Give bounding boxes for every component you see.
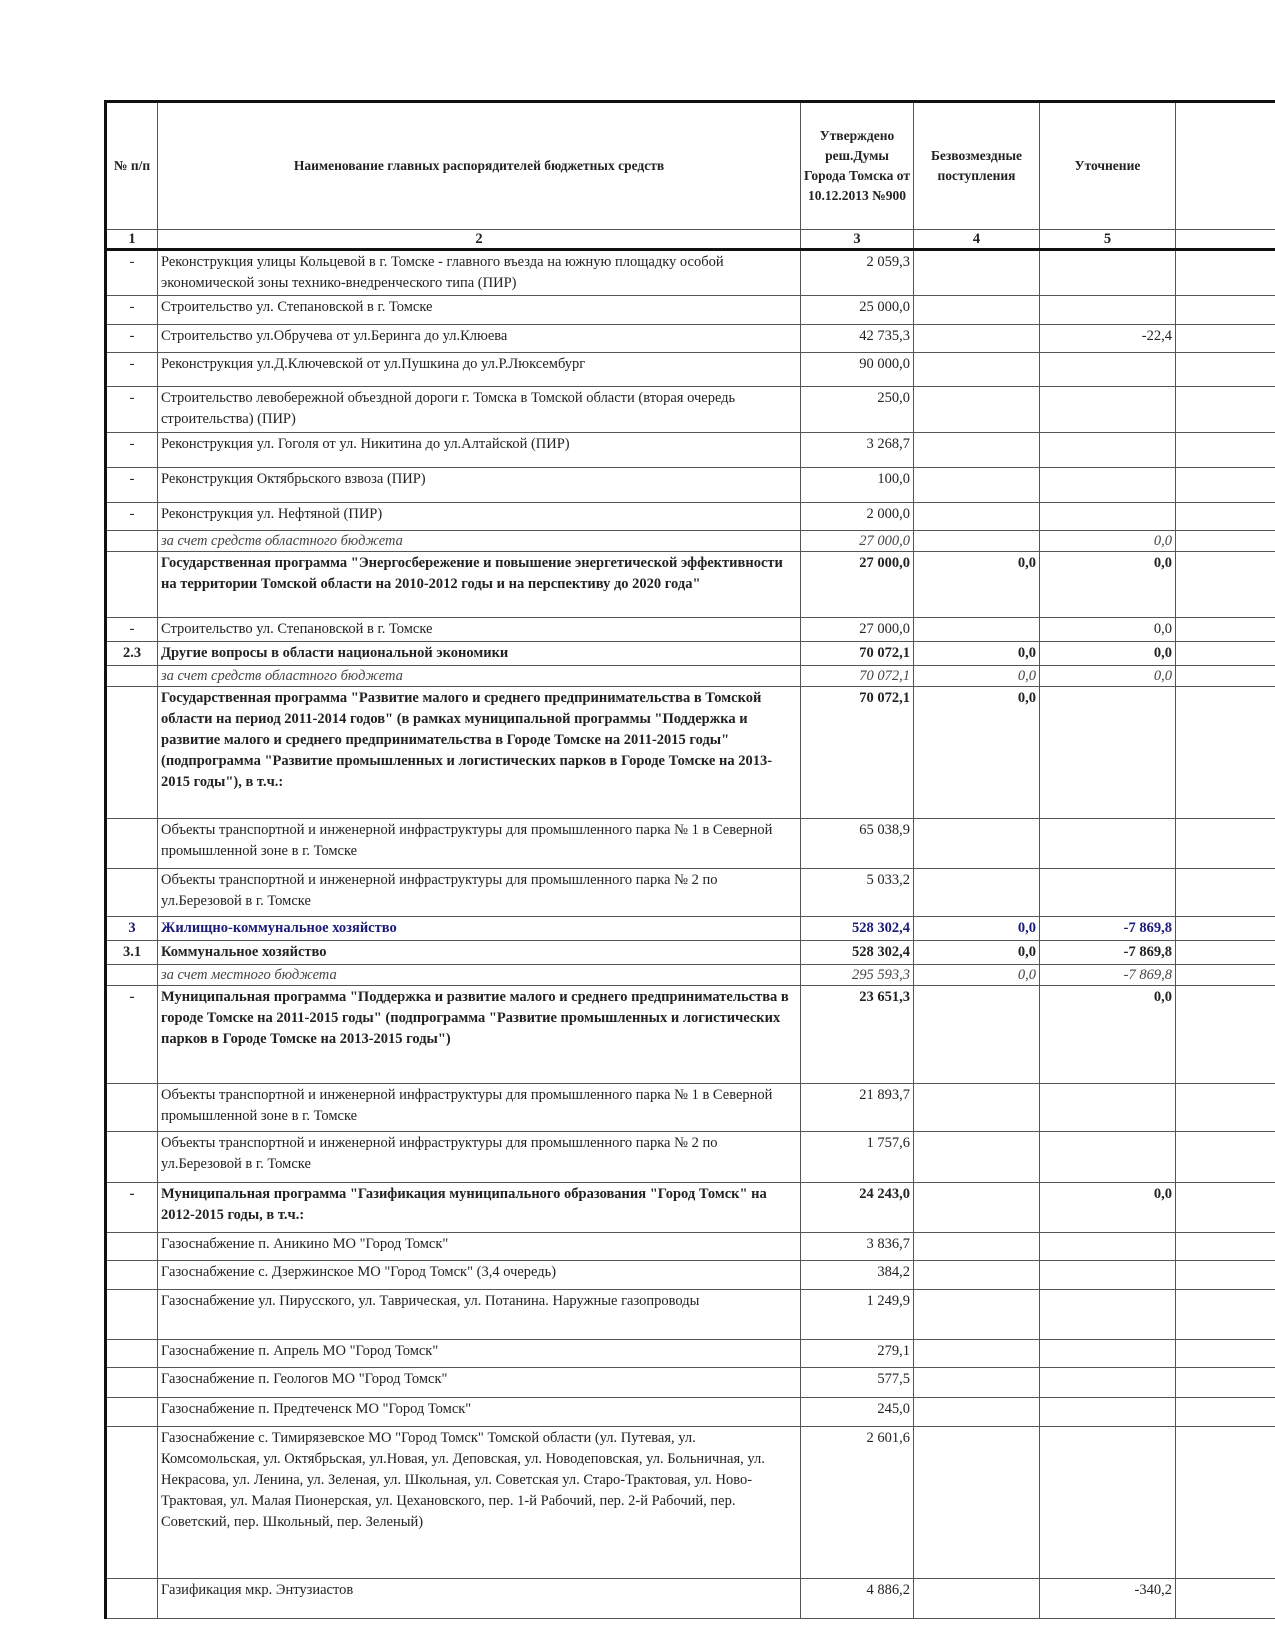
row-clarification: 0,0	[1040, 552, 1176, 618]
row-grants	[914, 1084, 1040, 1132]
table-row	[106, 1183, 1275, 1233]
header-clarification: Уточнение	[1040, 102, 1176, 230]
row-approved: 384,2	[801, 1261, 914, 1290]
row-number	[106, 965, 158, 986]
row-name: Объекты транспортной и инженерной инфраструктуры для промышленного парка № 1 в Северной промышленной зоне в г. Томске	[158, 1084, 801, 1132]
row-grants	[914, 325, 1040, 353]
colnum-1: 1	[106, 230, 158, 250]
header-approved: Утверждено реш.Думы Города Томска от 10.12.2013 №900	[801, 102, 914, 230]
row-grants	[914, 986, 1040, 1084]
row-number: -	[106, 433, 158, 468]
table-row	[106, 296, 1275, 325]
row-name: Строительство ул. Степановской в г. Томске	[158, 618, 801, 642]
row-grants: 0,0	[914, 552, 1040, 618]
row-number	[106, 552, 158, 618]
row-approved: 5 033,2	[801, 869, 914, 917]
row-grants: 0,0	[914, 642, 1040, 666]
table-row	[106, 531, 1275, 552]
row-number	[106, 687, 158, 819]
row-approved: 2 059,3	[801, 250, 914, 296]
row-name: Реконструкция ул. Нефтяной (ПИР)	[158, 503, 801, 531]
row-next	[1176, 965, 1275, 986]
row-clarification	[1040, 1261, 1176, 1290]
row-name: Газоснабжение п. Геологов МО "Город Томск"	[158, 1368, 801, 1398]
row-number: 2.3	[106, 642, 158, 666]
row-clarification: 0,0	[1040, 1183, 1176, 1233]
row-approved: 279,1	[801, 1340, 914, 1368]
row-clarification: 0,0	[1040, 618, 1176, 642]
row-approved: 528 302,4	[801, 917, 914, 941]
row-clarification: -7 869,8	[1040, 917, 1176, 941]
table-row	[106, 1427, 1275, 1579]
row-clarification: -340,2	[1040, 1579, 1176, 1619]
table-row	[106, 1132, 1275, 1183]
row-clarification	[1040, 250, 1176, 296]
row-approved: 2 601,6	[801, 1427, 914, 1579]
row-name: Реконструкция улицы Кольцевой в г. Томске - главного въезда на южную площадку особой экономической зоны технико-внедренческого типа (ПИР)	[158, 250, 801, 296]
table-row	[106, 986, 1275, 1084]
row-next	[1176, 917, 1275, 941]
row-next	[1176, 1261, 1275, 1290]
row-approved: 3 836,7	[801, 1233, 914, 1261]
table-row	[106, 687, 1275, 819]
colnum-6	[1176, 230, 1275, 250]
colnum-2: 2	[158, 230, 801, 250]
row-next	[1176, 250, 1275, 296]
row-name: Газоснабжение ул. Пирусского, ул. Таврическая, ул. Потанина. Наружные газопроводы	[158, 1290, 801, 1340]
row-number: 3.1	[106, 941, 158, 965]
row-name: Жилищно-коммунальное хозяйство	[158, 917, 801, 941]
row-clarification: -22,4	[1040, 325, 1176, 353]
row-next	[1176, 552, 1275, 618]
row-name: Коммунальное хозяйство	[158, 941, 801, 965]
table-row	[106, 819, 1275, 869]
colnum-5: 5	[1040, 230, 1176, 250]
row-grants	[914, 387, 1040, 433]
row-name: Строительство ул. Степановской в г. Томске	[158, 296, 801, 325]
row-name: Газоснабжение с. Тимирязевское МО "Город Томск" Томской области (ул. Путевая, ул. Комсомольская, ул. Октябрьская, ул.Новая, ул. Деповская, ул. Новодеповская, ул. Больничная, ул. Некрасова, ул. Ленина, ул. Зеленая, ул. Школьная, ул. Советская ул. Старо-Трактовая, ул. Ново-Трактовая, ул. Малая Пионерская, ул. Цехановского, пер. 1-й Рабочий, пер. 2-й Рабочий, пер. Советский, пер. Школьный, пер. Зеленый)	[158, 1427, 801, 1579]
row-grants	[914, 1427, 1040, 1579]
row-next	[1176, 986, 1275, 1084]
row-name: Газоснабжение п. Предтеченск МО "Город Томск"	[158, 1398, 801, 1427]
row-number	[106, 1427, 158, 1579]
table-body	[106, 250, 1275, 1619]
row-clarification	[1040, 1084, 1176, 1132]
row-clarification	[1040, 503, 1176, 531]
row-approved: 70 072,1	[801, 666, 914, 687]
row-name: Муниципальная программа "Поддержка и развитие малого и среднего предпринимательства в городе Томске на 2011-2015 годы" (подпрограмма "Развитие промышленных и логистических парков в Городе Томске на 2013-2015 годы")	[158, 986, 801, 1084]
row-name: Газоснабжение п. Аникино МО "Город Томск"	[158, 1233, 801, 1261]
row-name: Муниципальная программа "Газификация муниципального образования "Город Томск" на 2012-2015 годы, в т.ч.:	[158, 1183, 801, 1233]
row-grants	[914, 1233, 1040, 1261]
row-name: Государственная программа "Энергосбережение и повышение энергетической эффективности на территории Томской области на 2010-2012 годы и на перспективу до 2020 года"	[158, 552, 801, 618]
table-row	[106, 1398, 1275, 1427]
row-clarification	[1040, 819, 1176, 869]
row-approved: 65 038,9	[801, 819, 914, 869]
header-next	[1176, 102, 1275, 230]
row-name: Газификация мкр. Энтузиастов	[158, 1579, 801, 1619]
table-row	[106, 503, 1275, 531]
row-grants	[914, 1290, 1040, 1340]
row-name: за счет местного бюджета	[158, 965, 801, 986]
table-row	[106, 1368, 1275, 1398]
table-row	[106, 250, 1275, 296]
row-next	[1176, 941, 1275, 965]
row-clarification	[1040, 869, 1176, 917]
row-clarification	[1040, 1290, 1176, 1340]
row-next	[1176, 819, 1275, 869]
row-grants	[914, 1579, 1040, 1619]
row-grants	[914, 1398, 1040, 1427]
row-name: Реконструкция Октябрьского взвоза (ПИР)	[158, 468, 801, 503]
row-next	[1176, 1132, 1275, 1183]
row-next	[1176, 1368, 1275, 1398]
row-grants	[914, 433, 1040, 468]
row-number: 3	[106, 917, 158, 941]
table-row	[106, 869, 1275, 917]
budget-table	[104, 100, 1275, 1619]
row-clarification	[1040, 1132, 1176, 1183]
table-row	[106, 1084, 1275, 1132]
row-approved: 90 000,0	[801, 353, 914, 387]
row-name: за счет средств областного бюджета	[158, 666, 801, 687]
row-approved: 70 072,1	[801, 642, 914, 666]
row-clarification	[1040, 1398, 1176, 1427]
row-name: Реконструкция ул. Гоголя от ул. Никитина до ул.Алтайской (ПИР)	[158, 433, 801, 468]
table-row	[106, 1261, 1275, 1290]
row-next	[1176, 687, 1275, 819]
row-next	[1176, 666, 1275, 687]
row-clarification: 0,0	[1040, 986, 1176, 1084]
row-approved: 3 268,7	[801, 433, 914, 468]
row-grants	[914, 1183, 1040, 1233]
row-clarification	[1040, 1427, 1176, 1579]
row-next	[1176, 618, 1275, 642]
row-next	[1176, 1183, 1275, 1233]
table-row	[106, 325, 1275, 353]
row-number	[106, 869, 158, 917]
row-next	[1176, 642, 1275, 666]
row-name: Объекты транспортной и инженерной инфраструктуры для промышленного парка № 2 по ул.Березовой в г. Томске	[158, 1132, 801, 1183]
table-row	[106, 1233, 1275, 1261]
row-next	[1176, 503, 1275, 531]
row-clarification	[1040, 353, 1176, 387]
table-row	[106, 468, 1275, 503]
row-next	[1176, 1084, 1275, 1132]
row-grants	[914, 1132, 1040, 1183]
row-approved: 23 651,3	[801, 986, 914, 1084]
row-grants	[914, 1340, 1040, 1368]
row-number: -	[106, 503, 158, 531]
row-clarification: -7 869,8	[1040, 941, 1176, 965]
table-row	[106, 1340, 1275, 1368]
row-clarification	[1040, 1233, 1176, 1261]
row-number	[106, 1368, 158, 1398]
row-name: Газоснабжение с. Дзержинское МО "Город Томск" (3,4 очередь)	[158, 1261, 801, 1290]
row-approved: 70 072,1	[801, 687, 914, 819]
row-next	[1176, 869, 1275, 917]
row-number	[106, 1579, 158, 1619]
row-number: -	[106, 296, 158, 325]
row-number	[106, 819, 158, 869]
row-approved: 42 735,3	[801, 325, 914, 353]
row-next	[1176, 296, 1275, 325]
row-clarification: 0,0	[1040, 642, 1176, 666]
row-number	[106, 531, 158, 552]
row-next	[1176, 325, 1275, 353]
row-approved: 1 757,6	[801, 1132, 914, 1183]
table-row	[106, 353, 1275, 387]
row-next	[1176, 1398, 1275, 1427]
row-approved: 4 886,2	[801, 1579, 914, 1619]
row-approved: 577,5	[801, 1368, 914, 1398]
row-grants: 0,0	[914, 941, 1040, 965]
row-clarification: 0,0	[1040, 666, 1176, 687]
row-number	[106, 1261, 158, 1290]
row-number	[106, 1340, 158, 1368]
row-name: Реконструкция ул.Д.Ключевской от ул.Пушкина до ул.Р.Люксембург	[158, 353, 801, 387]
column-number-row	[106, 230, 1275, 250]
row-grants	[914, 1261, 1040, 1290]
header-num: № п/п	[106, 102, 158, 230]
row-grants	[914, 250, 1040, 296]
row-name: Газоснабжение п. Апрель МО "Город Томск"	[158, 1340, 801, 1368]
row-grants: 0,0	[914, 917, 1040, 941]
colnum-3: 3	[801, 230, 914, 250]
table-row	[106, 433, 1275, 468]
row-number	[106, 666, 158, 687]
row-grants	[914, 1368, 1040, 1398]
row-next	[1176, 1340, 1275, 1368]
row-clarification	[1040, 433, 1176, 468]
row-clarification	[1040, 1340, 1176, 1368]
row-number	[106, 1398, 158, 1427]
row-number	[106, 1290, 158, 1340]
table-row	[106, 1290, 1275, 1340]
row-clarification	[1040, 387, 1176, 433]
table-row	[106, 552, 1275, 618]
row-approved: 528 302,4	[801, 941, 914, 965]
header-grants: Безвозмездные поступления	[914, 102, 1040, 230]
row-next	[1176, 1579, 1275, 1619]
row-approved: 21 893,7	[801, 1084, 914, 1132]
row-number: -	[106, 618, 158, 642]
row-grants: 0,0	[914, 687, 1040, 819]
table-row	[106, 642, 1275, 666]
row-grants: 0,0	[914, 965, 1040, 986]
row-number: -	[106, 1183, 158, 1233]
row-name: Объекты транспортной и инженерной инфраструктуры для промышленного парка № 2 по ул.Березовой в г. Томске	[158, 869, 801, 917]
row-number	[106, 1084, 158, 1132]
row-next	[1176, 1427, 1275, 1579]
row-approved: 27 000,0	[801, 552, 914, 618]
row-next	[1176, 387, 1275, 433]
row-approved: 250,0	[801, 387, 914, 433]
header-name: Наименование главных распорядителей бюджетных средств	[158, 102, 801, 230]
row-clarification	[1040, 687, 1176, 819]
row-grants	[914, 869, 1040, 917]
row-number: -	[106, 387, 158, 433]
row-next	[1176, 353, 1275, 387]
row-approved: 1 249,9	[801, 1290, 914, 1340]
row-next	[1176, 1290, 1275, 1340]
row-next	[1176, 433, 1275, 468]
colnum-4: 4	[914, 230, 1040, 250]
table-row	[106, 941, 1275, 965]
table-row	[106, 965, 1275, 986]
row-name: Строительство левобережной объездной дороги г. Томска в Томской области (вторая очередь строительства) (ПИР)	[158, 387, 801, 433]
row-clarification	[1040, 468, 1176, 503]
table-row	[106, 666, 1275, 687]
row-number: -	[106, 325, 158, 353]
row-clarification	[1040, 296, 1176, 325]
row-approved: 27 000,0	[801, 531, 914, 552]
row-approved: 2 000,0	[801, 503, 914, 531]
row-name: Другие вопросы в области национальной экономики	[158, 642, 801, 666]
row-approved: 25 000,0	[801, 296, 914, 325]
table-row	[106, 387, 1275, 433]
row-name: за счет средств областного бюджета	[158, 531, 801, 552]
row-number	[106, 1132, 158, 1183]
row-approved: 24 243,0	[801, 1183, 914, 1233]
row-number: -	[106, 250, 158, 296]
row-grants: 0,0	[914, 666, 1040, 687]
row-next	[1176, 468, 1275, 503]
row-clarification	[1040, 1368, 1176, 1398]
table-row	[106, 917, 1275, 941]
row-grants	[914, 468, 1040, 503]
row-approved: 295 593,3	[801, 965, 914, 986]
row-name: Строительство ул.Обручева от ул.Беринга до ул.Клюева	[158, 325, 801, 353]
table-row	[106, 618, 1275, 642]
row-number: -	[106, 353, 158, 387]
row-grants	[914, 503, 1040, 531]
row-grants	[914, 819, 1040, 869]
row-number	[106, 1233, 158, 1261]
header-row	[106, 102, 1275, 230]
row-approved: 245,0	[801, 1398, 914, 1427]
row-approved: 27 000,0	[801, 618, 914, 642]
row-name: Объекты транспортной и инженерной инфраструктуры для промышленного парка № 1 в Северной промышленной зоне в г. Томске	[158, 819, 801, 869]
table-row	[106, 1579, 1275, 1619]
row-approved: 100,0	[801, 468, 914, 503]
row-grants	[914, 353, 1040, 387]
row-clarification: 0,0	[1040, 531, 1176, 552]
row-clarification: -7 869,8	[1040, 965, 1176, 986]
row-name: Государственная программа "Развитие малого и среднего предпринимательства в Томской области на период 2011-2014 годов" (в рамках муниципальной программы "Поддержка и развитие малого и среднего предпринимательства в Городе Томске на 2011-2015 годы" (подпрограмма "Развитие промышленных и логистических парков в Городе Томске на 2013-2015 годы"), в т.ч.:	[158, 687, 801, 819]
row-next	[1176, 1233, 1275, 1261]
row-number: -	[106, 468, 158, 503]
row-grants	[914, 618, 1040, 642]
row-grants	[914, 296, 1040, 325]
row-next	[1176, 531, 1275, 552]
row-number: -	[106, 986, 158, 1084]
row-grants	[914, 531, 1040, 552]
